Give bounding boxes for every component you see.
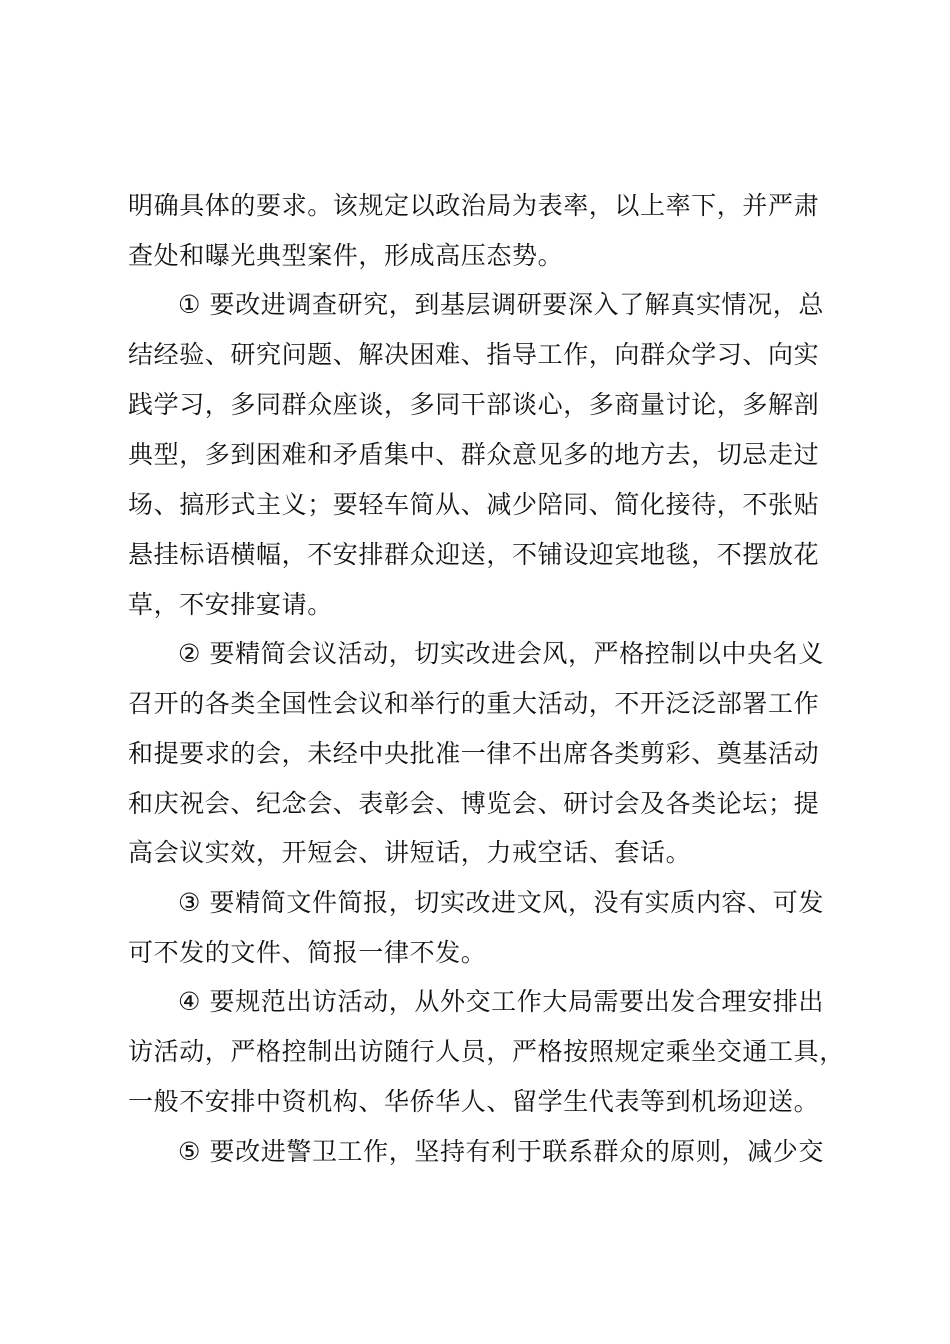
paragraph-3-start: ③ 要精简文件简报，切实改进文风，没有实质内容、可发 xyxy=(178,888,824,917)
text-line: 悬挂标语横幅，不安排群众迎送，不铺设迎宾地毯，不摆放花 xyxy=(128,540,820,569)
text-line: 召开的各类全国性会议和举行的重大活动，不开泛泛部署工作 xyxy=(128,689,820,718)
text-line: 草，不安排宴请。 xyxy=(128,590,333,619)
text-line: 高会议实效，开短会、讲短话，力戒空话、套话。 xyxy=(128,838,692,867)
paragraph-2-start: ② 要精简会议活动，切实改进会风，严格控制以中央名义 xyxy=(178,639,824,668)
paragraph-4-start: ④ 要规范出访活动，从外交工作大局需要出发合理安排出 xyxy=(178,987,824,1016)
text-line: 查处和曝光典型案件，形成高压态势。 xyxy=(128,241,564,270)
text-line: 和提要求的会，未经中央批准一律不出席各类剪彩、奠基活动 xyxy=(128,739,820,768)
text-line: 和庆祝会、纪念会、表彰会、博览会、研讨会及各类论坛；提 xyxy=(128,789,820,818)
text-line: 结经验、研究问题、解决困难、指导工作，向群众学习、向实 xyxy=(128,340,820,369)
paragraph-5-start: ⑤ 要改进警卫工作，坚持有利于联系群众的原则，减少交 xyxy=(178,1137,824,1166)
text-line: 明确具体的要求。该规定以政治局为表率，以上率下，并严肃 xyxy=(128,191,820,220)
paragraph-1-start: ① 要改进调查研究，到基层调研要深入了解真实情况，总 xyxy=(178,290,824,319)
text-line: 一般不安排中资机构、华侨华人、留学生代表等到机场迎送。 xyxy=(128,1087,820,1116)
text-line: 访活动，严格控制出访随行人员，严格按照规定乘坐交通工具， xyxy=(128,1037,845,1066)
text-line: 场、搞形式主义；要轻车简从、减少陪同、简化接待，不张贴 xyxy=(128,490,820,519)
text-line: 典型，多到困难和矛盾集中、群众意见多的地方去，切忌走过 xyxy=(128,440,820,469)
text-line: 践学习，多同群众座谈，多同干部谈心，多商量讨论，多解剖 xyxy=(128,390,820,419)
text-line: 可不发的文件、简报一律不发。 xyxy=(128,938,487,967)
